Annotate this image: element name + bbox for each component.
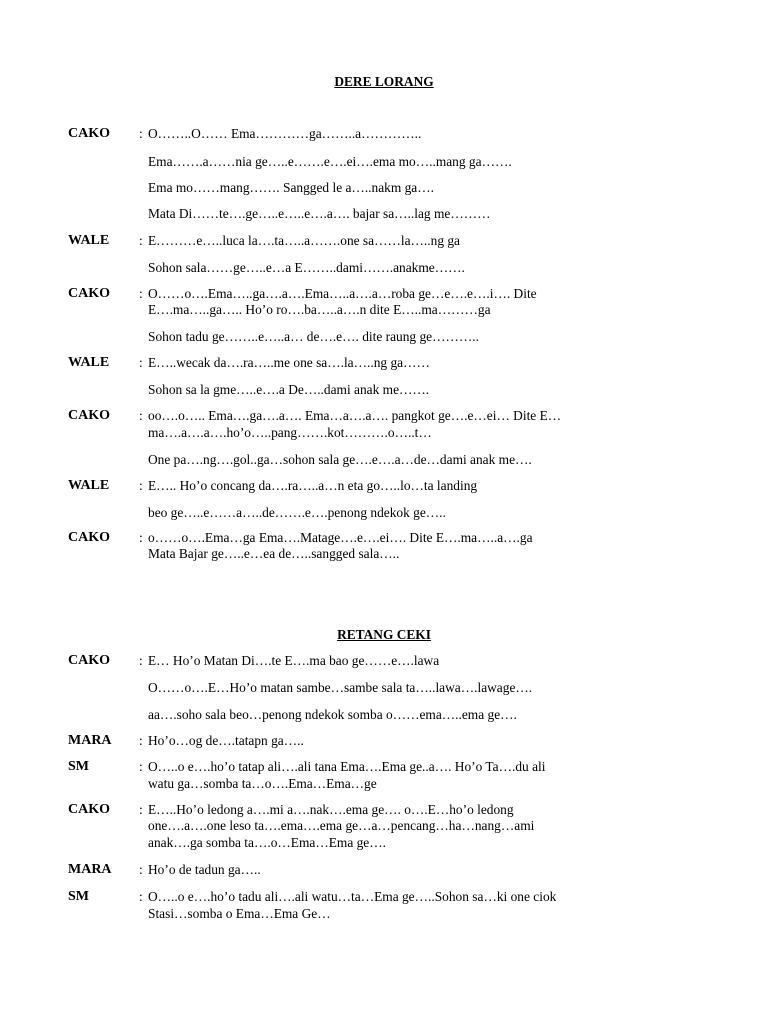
colon: : <box>139 653 143 668</box>
colon: : <box>139 126 143 141</box>
dialogue-line: aa….soho sala beo…penong ndekok somba o……ema…..ema ge…. <box>148 707 517 722</box>
colon: : <box>139 733 143 748</box>
dialogue-line: Sohon tadu ge……..e…..a… de….e…. dite raung ge……….. <box>148 329 479 344</box>
speaker-label: WALE <box>68 355 110 370</box>
colon: : <box>139 355 143 370</box>
dialogue-line: o……o….Ema…ga Ema….Matage….e….ei…. Dite E….ma…..a….ga <box>148 530 533 545</box>
dialogue-line: E… Ho’o Matan Di….te E….ma bao ge……e….lawa <box>148 653 440 668</box>
dialogue-line: E………e…..luca la….ta…..a…….one sa……la…..ng ga <box>148 233 460 248</box>
dialogue-line: watu ga…somba ta…o….Ema…Ema…ge <box>148 776 377 791</box>
speaker-label: CAKO <box>68 802 110 817</box>
colon: : <box>139 408 143 423</box>
colon: : <box>139 478 143 493</box>
section-title-retang-ceki: RETANG CEKI <box>337 627 431 642</box>
colon: : <box>139 759 143 774</box>
speaker-label: MARA <box>68 733 112 748</box>
dialogue-line: O…..o e….ho’o tadu ali….ali watu…ta…Ema ge…..Sohon sa…ki one ciok <box>148 889 557 904</box>
speaker-label: CAKO <box>68 530 110 545</box>
colon: : <box>139 286 143 301</box>
speaker-label: SM <box>68 889 89 904</box>
dialogue-line: one….a….one leso ta….ema….ema ge…a…pencang…ha…nang…ami <box>148 818 535 833</box>
speaker-label: CAKO <box>68 408 110 423</box>
speaker-label: MARA <box>68 862 112 877</box>
speaker-label: WALE <box>68 233 110 248</box>
dialogue-line: E…..Ho’o ledong a….mi a….nak….ema ge…. o….E…ho’o ledong <box>148 802 514 817</box>
speaker-label: CAKO <box>68 126 110 141</box>
dialogue-line: ma….a….a….ho’o…..pang…….kot……….o…..t… <box>148 425 432 440</box>
colon: : <box>139 530 143 545</box>
dialogue-line: Ema mo……mang……. Sangged le a…..nakm ga…. <box>148 180 434 195</box>
dialogue-line: Mata Di……te….ge…..e…..e….a…. bajar sa…..lag me……… <box>148 206 491 221</box>
dialogue-line: O……o….Ema…..ga….a….Ema…..a….a…roba ge…e….e….i…. Dite <box>148 286 537 301</box>
dialogue-line: beo ge…..e……a…..de…….e….penong ndekok ge….. <box>148 505 446 520</box>
dialogue-line: Sohon sala……ge…..e…a E……..dami…….anakme……. <box>148 260 465 275</box>
section-title-dere-lorang: DERE LORANG <box>334 74 434 89</box>
dialogue-line: E…..wecak da….ra…..me one sa….la…..ng ga…… <box>148 355 430 370</box>
dialogue-line: Ema…….a……nia ge…..e…….e….ei….ema mo…..mang ga……. <box>148 154 512 169</box>
dialogue-line: Sohon sa la gme…..e….a De…..dami anak me……. <box>148 382 430 397</box>
dialogue-line: E….. Ho’o concang da….ra…..a…n eta go…..lo…ta landing <box>148 478 478 493</box>
dialogue-line: anak….ga somba ta….o…Ema…Ema ge…. <box>148 835 386 850</box>
dialogue-line: oo….o….. Ema….ga….a…. Ema…a….a…. pangkot ge….e…ei… Dite E… <box>148 408 562 423</box>
dialogue-line: One pa….ng….gol..ga…sohon sala ge….e….a…de…dami anak me…. <box>148 452 532 467</box>
dialogue-line: O……o….E…Ho’o matan sambe…sambe sala ta…..lawa….lawage…. <box>148 680 533 695</box>
dialogue-line: O……..O…… Ema…………ga……..a………….. <box>148 126 422 141</box>
dialogue-line: Ho’o de tadun ga….. <box>148 862 261 877</box>
dialogue-line: O…..o e….ho’o tatap ali….ali tana Ema….Ema ge..a…. Ho’o Ta….du ali <box>148 759 546 774</box>
speaker-label: CAKO <box>68 653 110 668</box>
colon: : <box>139 802 143 817</box>
speaker-label: WALE <box>68 478 110 493</box>
colon: : <box>139 862 143 877</box>
colon: : <box>139 889 143 904</box>
dialogue-line: Ho’o…og de….tatapn ga….. <box>148 733 304 748</box>
colon: : <box>139 233 143 248</box>
speaker-label: SM <box>68 759 89 774</box>
dialogue-line: Mata Bajar ge…..e…ea de…..sangged sala….. <box>148 546 400 561</box>
speaker-label: CAKO <box>68 286 110 301</box>
dialogue-line: E….ma…..ga….. Ho’o ro….ba…..a….n dite E…..ma………ga <box>148 302 491 317</box>
dialogue-line: Stasi…somba o Ema…Ema Ge… <box>148 906 331 921</box>
